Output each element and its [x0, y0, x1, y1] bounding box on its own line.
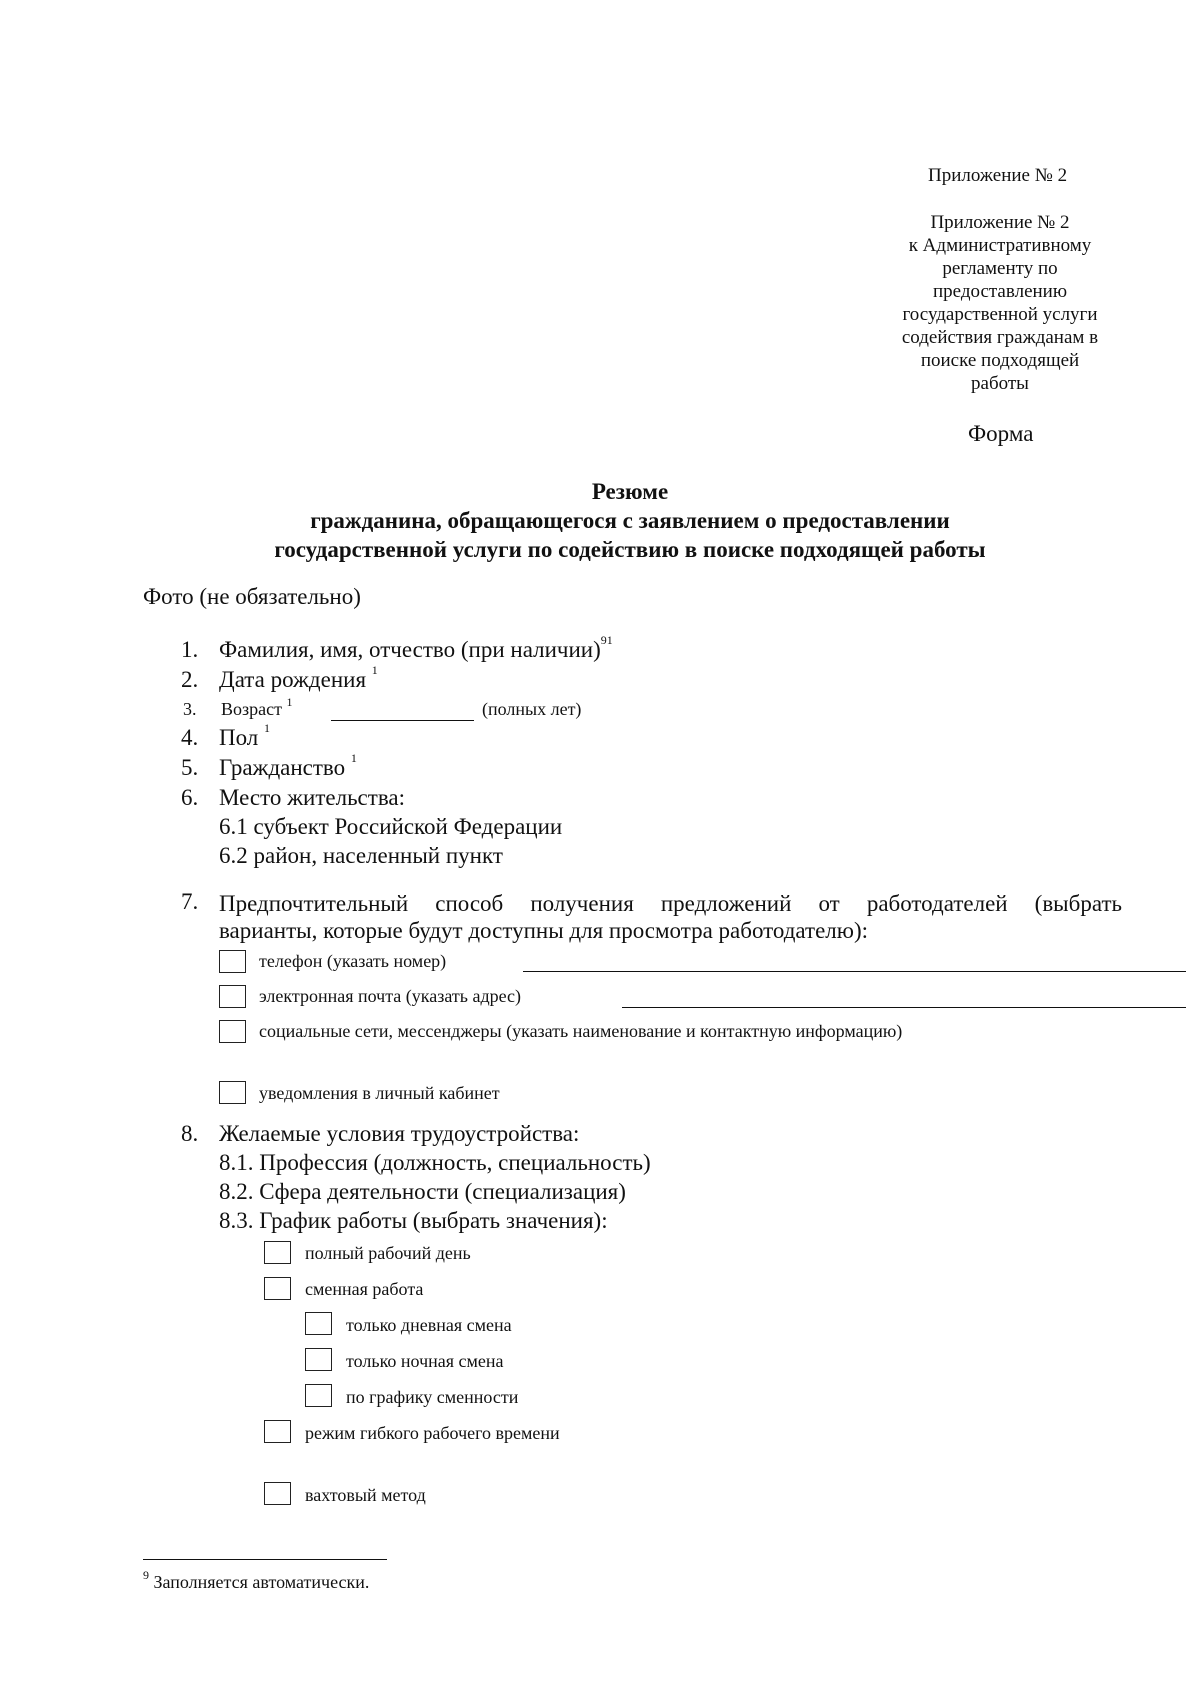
title-line-2: гражданина, обращающегося с заявлением о предоставлении	[310, 508, 950, 533]
item-age	[221, 695, 293, 720]
schedule-shift-label: сменная работа	[305, 1279, 424, 1299]
schedule-shift-checkbox[interactable]	[264, 1277, 291, 1300]
item-field: 8.2. Сфера деятельности (специализация)	[219, 1179, 626, 1204]
schedule-night-shift-label: только ночная смена	[346, 1351, 504, 1371]
appendix-line: государственной услуги	[902, 304, 1098, 325]
schedule-flexible-checkbox[interactable]	[264, 1420, 291, 1443]
item-birthdate-text: Дата рождения	[219, 667, 372, 692]
item-birthdate	[219, 663, 378, 693]
contact-email-label: электронная почта (указать адрес)	[259, 986, 522, 1006]
footnote	[143, 1568, 370, 1593]
item-number-7: 7.	[181, 889, 199, 914]
item-fio-text: Фамилия, имя, отчество (при наличии)	[219, 637, 601, 662]
title-line-3: государственной услуги по содействию в поиске подходящей работы	[274, 537, 986, 562]
footnote-ref: 91	[600, 633, 613, 647]
contact-phone-checkbox[interactable]	[219, 950, 246, 973]
item-profession: 8.1. Профессия (должность, специальность)	[219, 1150, 651, 1175]
contact-cabinet-label: уведомления в личный кабинет	[259, 1083, 500, 1103]
item-schedule: 8.3. График работы (выбрать значения):	[219, 1208, 608, 1233]
item-number-8: 8.	[181, 1121, 199, 1146]
schedule-watch-checkbox[interactable]	[264, 1482, 291, 1505]
footnote-text: Заполняется автоматически.	[149, 1572, 370, 1592]
item-gender	[219, 721, 271, 751]
item-number-3: 3.	[183, 699, 197, 719]
appendix-block	[880, 211, 1120, 395]
item-contact-method: Предпочтительный способ получения предложений от работодателей (выбрать	[219, 891, 1122, 916]
item-residence: Место жительства:	[219, 785, 405, 810]
schedule-rotation-checkbox[interactable]	[305, 1384, 332, 1407]
item-gender-text: Пол	[219, 725, 265, 750]
appendix-line: регламенту по	[942, 258, 1058, 279]
schedule-fullday-label: полный рабочий день	[305, 1243, 471, 1263]
contact-cabinet-checkbox[interactable]	[219, 1081, 246, 1104]
appendix-line: работы	[971, 373, 1029, 394]
item-conditions: Желаемые условия трудоустройства:	[219, 1121, 580, 1146]
appendix-line: поиске подходящей	[920, 350, 1080, 371]
footnote-separator	[143, 1559, 387, 1560]
schedule-night-shift-checkbox[interactable]	[305, 1348, 332, 1371]
appendix-line: к Административному	[908, 235, 1092, 256]
footnote-ref: 1	[286, 695, 293, 709]
contact-phone-label: телефон (указать номер)	[259, 951, 447, 971]
contact-social-label: социальные сети, мессенджеры (указать наименование и контактную информацию)	[259, 1021, 903, 1041]
contact-phone-line[interactable]	[523, 971, 1186, 972]
appendix-line: предоставлению	[932, 281, 1068, 302]
document-title	[0, 477, 1200, 564]
appendix-line: Приложение № 2	[930, 212, 1070, 233]
footnote-ref: 1	[371, 663, 378, 677]
schedule-watch-label: вахтовый метод	[305, 1485, 426, 1505]
contact-email-line[interactable]	[622, 1007, 1186, 1008]
schedule-flexible-label: режим гибкого рабочего времени	[305, 1423, 560, 1443]
footnote-mark: 9	[143, 1568, 149, 1582]
schedule-fullday-checkbox[interactable]	[264, 1241, 291, 1264]
item-residence-region: 6.1 субъект Российской Федерации	[219, 814, 563, 839]
item-number-5: 5.	[181, 755, 199, 780]
contact-email-checkbox[interactable]	[219, 985, 246, 1008]
title-line-1: Резюме	[591, 479, 669, 504]
footnote-ref: 1	[264, 721, 271, 735]
footnote-ref: 1	[350, 751, 357, 765]
item-number-6: 6.	[181, 785, 199, 810]
item-fio	[219, 633, 613, 663]
item-number-1: 1.	[181, 637, 199, 662]
item-age-text: Возраст	[221, 699, 287, 719]
item-number-4: 4.	[181, 725, 199, 750]
schedule-rotation-label: по графику сменности	[346, 1387, 519, 1407]
schedule-day-shift-label: только дневная смена	[346, 1315, 512, 1335]
item-residence-locality: 6.2 район, населенный пункт	[219, 843, 503, 868]
item-number-2: 2.	[181, 667, 199, 692]
appendix-line: содействия гражданам в	[901, 327, 1099, 348]
item-contact-method-cont: варианты, которые будут доступны для просмотра работодателю):	[219, 918, 869, 943]
item-citizenship-text: Гражданство	[219, 755, 351, 780]
photo-label: Фото (не обязательно)	[143, 584, 361, 609]
appendix-label-top: Приложение № 2	[928, 165, 1068, 186]
age-input-line[interactable]	[331, 720, 474, 721]
schedule-day-shift-checkbox[interactable]	[305, 1312, 332, 1335]
contact-social-checkbox[interactable]	[219, 1020, 246, 1043]
form-label: Форма	[968, 421, 1034, 446]
item-citizenship	[219, 751, 357, 781]
item-age-suffix: (полных лет)	[482, 699, 582, 719]
